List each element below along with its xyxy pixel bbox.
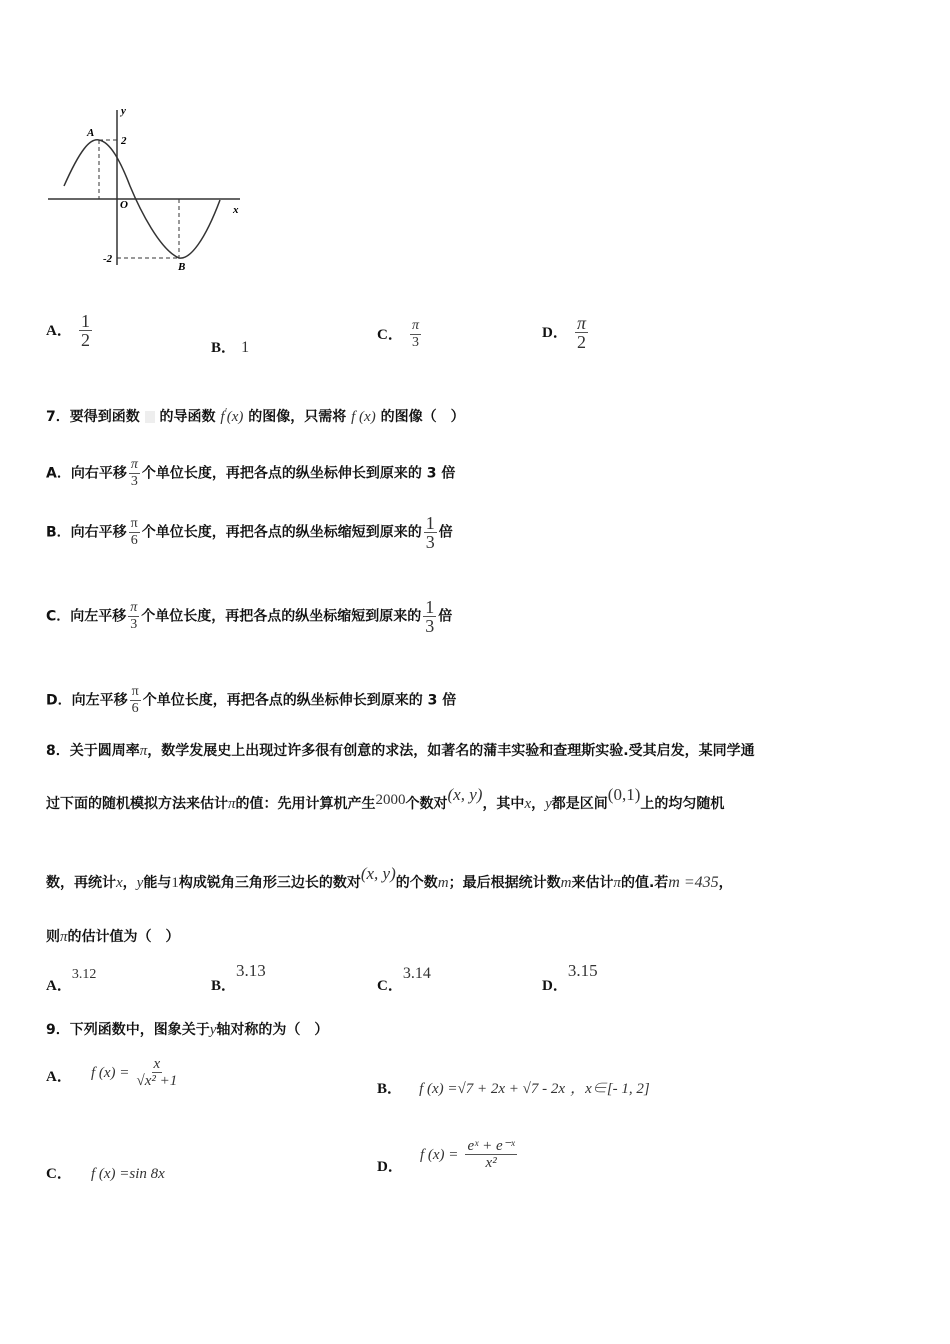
fraction: $\frac{\pi}{6}$	[131, 684, 139, 716]
option-label: B．	[211, 340, 237, 356]
label-A: A	[87, 127, 95, 139]
q7-stem: 7．要得到函数 的导函数 f′(x) 的图像，只需将 f (x) 的图像（ ）	[46, 407, 465, 425]
fraction: $\frac{1}{2}$	[80, 311, 90, 350]
q6-option-d[interactable]	[542, 314, 590, 351]
fraction: $\frac{\text{eˣ + e⁻ˣ}}{\text{x²}}$	[467, 1138, 515, 1171]
option-label: D．	[542, 325, 568, 341]
label-y: y	[121, 105, 126, 117]
fraction: $\frac{x}{\text{√x² +1}}$	[136, 1056, 178, 1089]
q7-option-c[interactable]: C．向左平移 $\frac{\pi}{3}$ 个单位长度，再把各点的纵坐标缩短到原来的 $\frac{1}{3}$ 倍	[46, 597, 453, 636]
q8-option-b[interactable]: B．3.13	[211, 961, 266, 994]
sine-graph	[40, 100, 260, 275]
label-B: B	[178, 261, 186, 273]
tick-neg2: -2	[103, 253, 113, 265]
q8-line-3: 数，再统计x，y能与1构成锐角三角形三边长的数对(x, y)的个数m；最后根据统计数m来估计π的值.若m =435，	[46, 864, 733, 891]
q9-option-a[interactable]: A． f (x) = $\frac{x}{\text{√x² +1}}$	[46, 1056, 178, 1089]
fraction: $\frac{1}{3}$	[425, 513, 435, 552]
q6-option-a[interactable]	[46, 312, 94, 349]
fraction: $\frac{\pi}{6}$	[130, 516, 138, 548]
label-O: O	[120, 199, 128, 211]
q8-line-4: 则π的估计值为（ ）	[46, 929, 180, 945]
q6-option-c[interactable]	[377, 318, 423, 351]
tick-2: 2	[121, 135, 127, 147]
q8-option-d[interactable]: D．3.15	[542, 961, 598, 994]
option-label: A．	[46, 323, 72, 339]
q9-option-d[interactable]: D． f (x) = $\frac{\text{eˣ + e⁻ˣ}}{\text{x²}}$	[377, 1138, 515, 1175]
option-label: C．	[377, 327, 403, 343]
q7-option-d[interactable]: D．向左平移 $\frac{\pi}{6}$ 个单位长度，再把各点的纵坐标伸长到原来的 3 倍	[46, 684, 457, 716]
q8-line-1: 8．关于圆周率π，数学发展史上出现过许多很有创意的求法，如著名的蒲丰实验和查理斯实验.受其启发，某同学通	[46, 743, 755, 759]
q9-stem: 9．下列函数中，图象关于y轴对称的为（ ）	[46, 1022, 329, 1038]
option-value: 1	[241, 339, 250, 356]
fx-expr: f (x)	[351, 409, 376, 425]
q9-option-c[interactable]: C． f (x) =sin 8x	[46, 1166, 165, 1182]
label-x: x	[233, 204, 239, 216]
fraction: $\frac{1}{3}$	[425, 597, 435, 636]
fraction: $\frac{\pi}{3}$	[411, 318, 419, 350]
q7-option-b[interactable]: B．向右平移 $\frac{\pi}{6}$ 个单位长度，再把各点的纵坐标缩短到原来的 $\frac{1}{3}$ 倍	[46, 513, 453, 552]
q9-option-b[interactable]: B． f (x) =√7 + 2x + √7 - 2x ，x∈[- 1, 2]	[377, 1081, 650, 1097]
fraction: $\frac{\pi}{2}$	[576, 313, 586, 352]
fraction: $\frac{\pi}{3}$	[130, 457, 138, 489]
image-placeholder	[145, 411, 155, 423]
q8-option-c[interactable]: C．3.14	[377, 965, 431, 994]
fprime-expr: f′(x)	[220, 407, 244, 425]
q6-option-b[interactable]	[211, 336, 249, 357]
q7-option-a[interactable]: A．向右平移 $\frac{\pi}{3}$ 个单位长度，再把各点的纵坐标伸长到原来的 3 倍	[46, 457, 456, 489]
q8-option-a[interactable]: A．3.12	[46, 967, 97, 994]
q8-line-2: 过下面的随机模拟方法来估计π的值：先用计算机产生2000个数对(x, y)，其中x，y都是区间(0,1)上的均匀随机	[46, 785, 725, 812]
fraction: $\frac{\pi}{3}$	[130, 600, 138, 632]
